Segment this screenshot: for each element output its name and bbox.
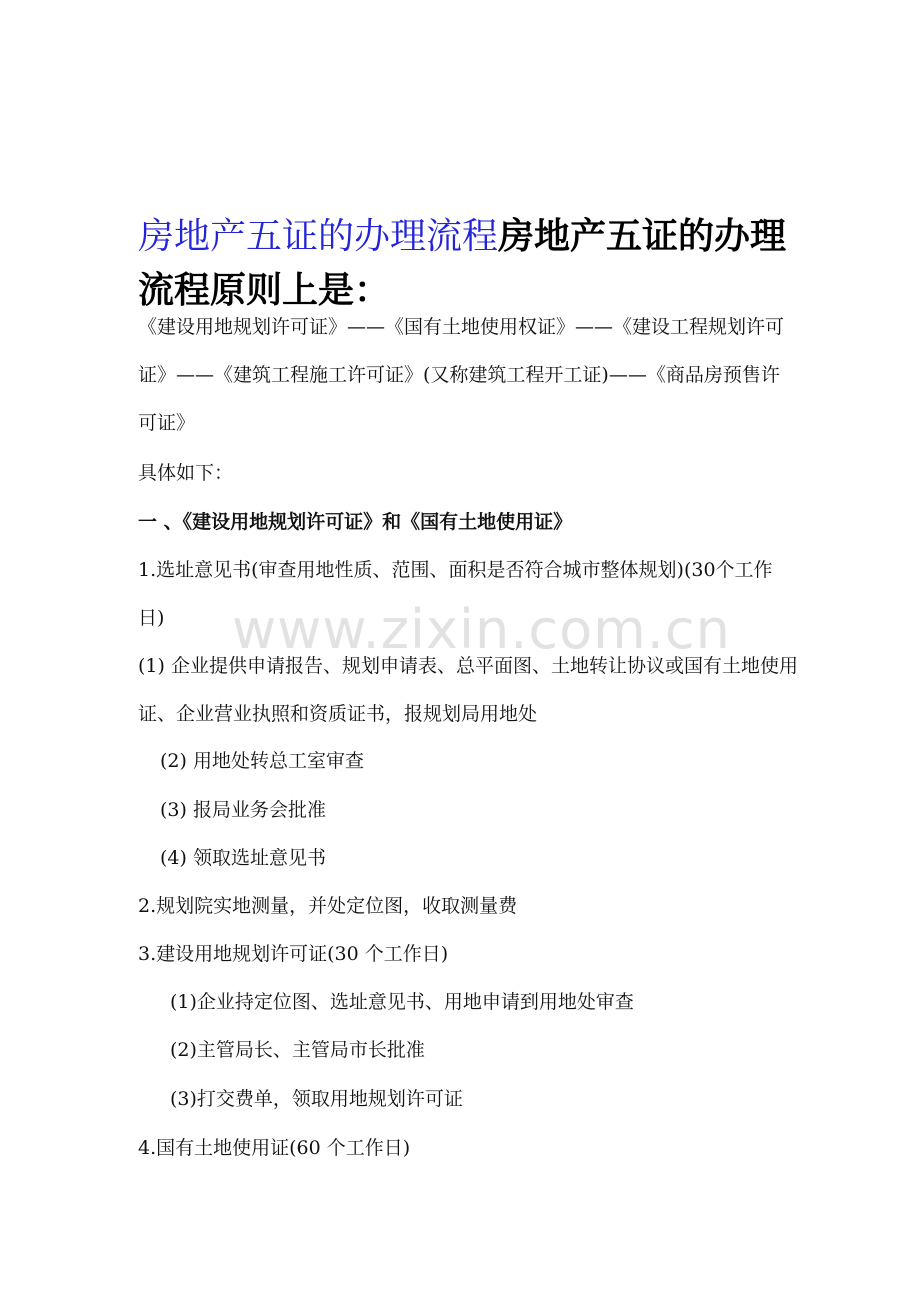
list-item-1: 1.选址意见书(审查用地性质、范围、面积是否符合城市整体规划)(30个工作日): [138, 559, 773, 629]
list-item-3-3: (3)打交费单，领取用地规划许可证: [170, 1088, 463, 1110]
list-item-3-2: (2)主管局长、主管局市长批准: [170, 1039, 425, 1061]
details-label: 具体如下：: [138, 462, 234, 484]
intro-paragraph: 《建设用地规划许可证》——《国有土地使用权证》——《建设工程规划许可证》——《建筑工程施工许可证》(又称建筑工程开工证)——《商品房预售许可证》: [138, 316, 785, 434]
title-link[interactable]: 房地产五证的办理流程: [138, 216, 499, 257]
list-item-1-3: (3) 报局业务会批准: [160, 799, 326, 821]
list-item-2: 2.规划院实地测量，并处定位图，收取测量费: [138, 895, 518, 917]
list-item-1-1: (1) 企业提供申请报告、规划申请表、总平面图、土地转让协议或国有土地使用证、企业营业执照和资质证书，报规划局用地处: [138, 655, 798, 725]
title-heading: 房地产五证的办理流程原则上是：: [138, 216, 787, 311]
watermark: www.zixin.com.cn: [232, 598, 731, 661]
list-item-1-2: (2) 用地处转总工室审查: [160, 750, 364, 772]
list-item-1-4: (4) 领取选址意见书: [160, 847, 326, 869]
list-item-4: 4.国有土地使用证(60 个工作日): [138, 1137, 411, 1159]
list-item-3: 3.建设用地规划许可证(30 个工作日): [138, 943, 449, 965]
page-title: [138, 210, 798, 318]
list-item-3-1: (1)企业持定位图、选址意见书、用地申请到用地处审查: [170, 991, 634, 1013]
section-heading: 一 、《建设用地规划许可证》和《国有土地使用证》: [138, 511, 573, 533]
